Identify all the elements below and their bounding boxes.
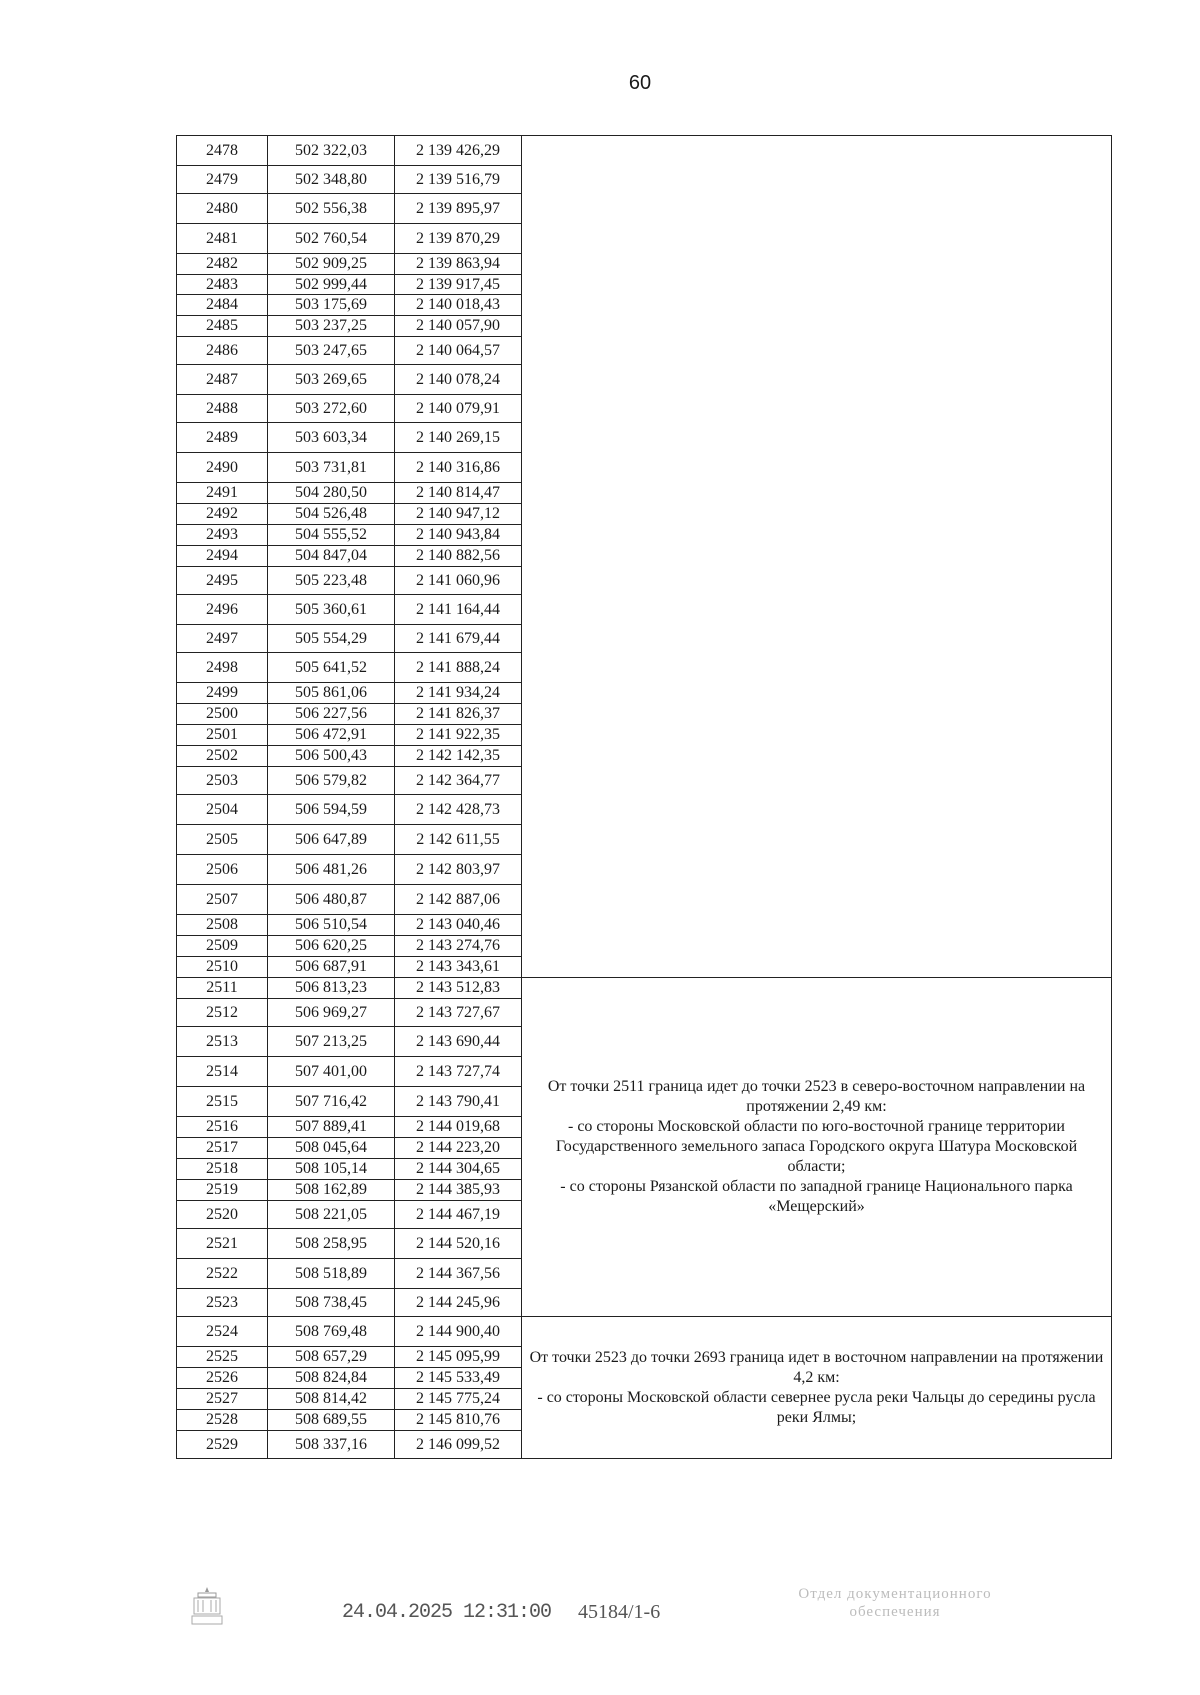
point-number-cell: 2527 [177, 1389, 268, 1410]
point-number-cell: 2508 [177, 915, 268, 936]
point-number-cell: 2521 [177, 1229, 268, 1259]
y-coordinate-cell: 2 144 223,20 [395, 1138, 522, 1159]
point-number-cell: 2520 [177, 1201, 268, 1229]
y-coordinate-cell: 2 140 078,24 [395, 365, 522, 395]
point-number-cell: 2529 [177, 1431, 268, 1459]
x-coordinate-cell: 503 731,81 [268, 453, 395, 483]
point-number-cell: 2522 [177, 1259, 268, 1289]
point-number-cell: 2528 [177, 1410, 268, 1431]
y-coordinate-cell: 2 142 803,97 [395, 855, 522, 885]
x-coordinate-cell: 503 603,34 [268, 423, 395, 453]
x-coordinate-cell: 506 500,43 [268, 746, 395, 767]
y-coordinate-cell: 2 143 727,74 [395, 1057, 522, 1087]
point-number-cell: 2490 [177, 453, 268, 483]
y-coordinate-cell: 2 144 900,40 [395, 1317, 522, 1347]
description-paragraph: От точки 2523 до точки 2693 граница идет в восточном направлении на протяжении 4,2 км: [529, 1348, 1104, 1386]
point-number-cell: 2480 [177, 194, 268, 224]
point-number-cell: 2485 [177, 316, 268, 337]
x-coordinate-cell: 502 999,44 [268, 275, 395, 295]
footer-document-number: 45184/1-6 [578, 1601, 661, 1623]
point-number-cell: 2526 [177, 1368, 268, 1389]
description-paragraph: - со стороны Рязанской области по западной границе Национального парка «Мещерский» [560, 1178, 1073, 1215]
point-number-cell: 2497 [177, 625, 268, 653]
x-coordinate-cell: 507 401,00 [268, 1057, 395, 1087]
x-coordinate-cell: 506 969,27 [268, 999, 395, 1027]
y-coordinate-cell: 2 144 367,56 [395, 1259, 522, 1289]
point-number-cell: 2514 [177, 1057, 268, 1087]
x-coordinate-cell: 502 760,54 [268, 224, 395, 254]
y-coordinate-cell: 2 142 611,55 [395, 825, 522, 855]
point-number-cell: 2491 [177, 483, 268, 504]
point-number-cell: 2501 [177, 725, 268, 746]
x-coordinate-cell: 505 554,29 [268, 625, 395, 653]
x-coordinate-cell: 503 247,65 [268, 337, 395, 365]
table-row [177, 978, 1112, 999]
point-number-cell: 2484 [177, 295, 268, 316]
x-coordinate-cell: 503 175,69 [268, 295, 395, 316]
point-number-cell: 2488 [177, 395, 268, 423]
y-coordinate-cell: 2 143 512,83 [395, 978, 522, 999]
y-coordinate-cell: 2 140 057,90 [395, 316, 522, 337]
y-coordinate-cell: 2 140 018,43 [395, 295, 522, 316]
x-coordinate-cell: 508 337,16 [268, 1431, 395, 1459]
y-coordinate-cell: 2 142 364,77 [395, 767, 522, 795]
y-coordinate-cell: 2 140 269,15 [395, 423, 522, 453]
x-coordinate-cell: 506 687,91 [268, 957, 395, 978]
y-coordinate-cell: 2 146 099,52 [395, 1431, 522, 1459]
x-coordinate-cell: 508 657,29 [268, 1347, 395, 1368]
x-coordinate-cell: 508 162,89 [268, 1180, 395, 1201]
y-coordinate-cell: 2 145 810,76 [395, 1410, 522, 1431]
watermark-line: обеспечения [849, 1604, 941, 1620]
y-coordinate-cell: 2 145 533,49 [395, 1368, 522, 1389]
point-number-cell: 2481 [177, 224, 268, 254]
description-paragraph: - со стороны Московской области севернее русла реки Чальцы до середины русла реки Ялмы; [537, 1388, 1096, 1426]
point-number-cell: 2511 [177, 978, 268, 999]
x-coordinate-cell: 505 360,61 [268, 595, 395, 625]
y-coordinate-cell: 2 139 917,45 [395, 275, 522, 295]
y-coordinate-cell: 2 142 887,06 [395, 885, 522, 915]
point-number-cell: 2500 [177, 704, 268, 725]
y-coordinate-cell: 2 145 095,99 [395, 1347, 522, 1368]
page-footer [0, 1585, 1200, 1645]
y-coordinate-cell: 2 144 467,19 [395, 1201, 522, 1229]
y-coordinate-cell: 2 144 019,68 [395, 1117, 522, 1138]
x-coordinate-cell: 506 594,59 [268, 795, 395, 825]
x-coordinate-cell: 508 221,05 [268, 1201, 395, 1229]
x-coordinate-cell: 508 769,48 [268, 1317, 395, 1347]
y-coordinate-cell: 2 141 934,24 [395, 683, 522, 704]
point-number-cell: 2518 [177, 1159, 268, 1180]
y-coordinate-cell: 2 144 245,96 [395, 1289, 522, 1317]
x-coordinate-cell: 504 280,50 [268, 483, 395, 504]
y-coordinate-cell: 2 141 164,44 [395, 595, 522, 625]
x-coordinate-cell: 508 824,84 [268, 1368, 395, 1389]
point-number-cell: 2479 [177, 166, 268, 194]
x-coordinate-cell: 506 480,87 [268, 885, 395, 915]
y-coordinate-cell: 2 141 922,35 [395, 725, 522, 746]
y-coordinate-cell: 2 143 040,46 [395, 915, 522, 936]
x-coordinate-cell: 506 813,23 [268, 978, 395, 999]
y-coordinate-cell: 2 142 428,73 [395, 795, 522, 825]
point-number-cell: 2499 [177, 683, 268, 704]
y-coordinate-cell: 2 144 304,65 [395, 1159, 522, 1180]
x-coordinate-cell: 507 889,41 [268, 1117, 395, 1138]
point-number-cell: 2519 [177, 1180, 268, 1201]
y-coordinate-cell: 2 139 870,29 [395, 224, 522, 254]
point-number-cell: 2492 [177, 504, 268, 525]
x-coordinate-cell: 502 348,80 [268, 166, 395, 194]
x-coordinate-cell: 506 481,26 [268, 855, 395, 885]
description-paragraph: - со стороны Московской области по юго-восточной границе территории Государственного земельного запаса Городского округа Шатура Московской области; [555, 1118, 1078, 1175]
x-coordinate-cell: 508 689,55 [268, 1410, 395, 1431]
x-coordinate-cell: 504 555,52 [268, 525, 395, 546]
x-coordinate-cell: 506 227,56 [268, 704, 395, 725]
x-coordinate-cell: 508 814,42 [268, 1389, 395, 1410]
point-number-cell: 2513 [177, 1027, 268, 1057]
point-number-cell: 2512 [177, 999, 268, 1027]
x-coordinate-cell: 503 272,60 [268, 395, 395, 423]
table-row [177, 1317, 1112, 1347]
y-coordinate-cell: 2 142 142,35 [395, 746, 522, 767]
y-coordinate-cell: 2 141 888,24 [395, 653, 522, 683]
y-coordinate-cell: 2 143 727,67 [395, 999, 522, 1027]
x-coordinate-cell: 506 579,82 [268, 767, 395, 795]
x-coordinate-cell: 507 213,25 [268, 1027, 395, 1057]
boundary-coordinates-table [176, 135, 1112, 1459]
y-coordinate-cell: 2 140 943,84 [395, 525, 522, 546]
x-coordinate-cell: 507 716,42 [268, 1087, 395, 1117]
point-number-cell: 2523 [177, 1289, 268, 1317]
x-coordinate-cell: 504 526,48 [268, 504, 395, 525]
x-coordinate-cell: 505 641,52 [268, 653, 395, 683]
table-row [177, 136, 1112, 166]
y-coordinate-cell: 2 141 826,37 [395, 704, 522, 725]
footer-datetime: 24.04.2025 12:31:00 [342, 1601, 552, 1624]
point-number-cell: 2489 [177, 423, 268, 453]
boundary-description-cell [522, 978, 1112, 1317]
point-number-cell: 2478 [177, 136, 268, 166]
x-coordinate-cell: 508 105,14 [268, 1159, 395, 1180]
y-coordinate-cell: 2 141 679,44 [395, 625, 522, 653]
y-coordinate-cell: 2 139 516,79 [395, 166, 522, 194]
point-number-cell: 2487 [177, 365, 268, 395]
y-coordinate-cell: 2 139 426,29 [395, 136, 522, 166]
registry-stamp-icon [190, 1585, 224, 1627]
y-coordinate-cell: 2 141 060,96 [395, 567, 522, 595]
x-coordinate-cell: 506 472,91 [268, 725, 395, 746]
y-coordinate-cell: 2 143 790,41 [395, 1087, 522, 1117]
y-coordinate-cell: 2 144 385,93 [395, 1180, 522, 1201]
point-number-cell: 2496 [177, 595, 268, 625]
point-number-cell: 2509 [177, 936, 268, 957]
x-coordinate-cell: 508 258,95 [268, 1229, 395, 1259]
boundary-description-cell [522, 1317, 1112, 1459]
point-number-cell: 2504 [177, 795, 268, 825]
y-coordinate-cell: 2 143 274,76 [395, 936, 522, 957]
table-body [177, 136, 1112, 1459]
y-coordinate-cell: 2 140 814,47 [395, 483, 522, 504]
description-paragraph: От точки 2511 граница идет до точки 2523 в северо-восточном направлении на протяжении 2,49 км: [547, 1078, 1086, 1115]
x-coordinate-cell: 506 647,89 [268, 825, 395, 855]
point-number-cell: 2483 [177, 275, 268, 295]
x-coordinate-cell: 504 847,04 [268, 546, 395, 567]
x-coordinate-cell: 506 510,54 [268, 915, 395, 936]
x-coordinate-cell: 508 045,64 [268, 1138, 395, 1159]
y-coordinate-cell: 2 140 882,56 [395, 546, 522, 567]
point-number-cell: 2517 [177, 1138, 268, 1159]
x-coordinate-cell: 505 861,06 [268, 683, 395, 704]
y-coordinate-cell: 2 144 520,16 [395, 1229, 522, 1259]
y-coordinate-cell: 2 140 947,12 [395, 504, 522, 525]
y-coordinate-cell: 2 140 079,91 [395, 395, 522, 423]
point-number-cell: 2494 [177, 546, 268, 567]
x-coordinate-cell: 506 620,25 [268, 936, 395, 957]
x-coordinate-cell: 502 909,25 [268, 254, 395, 275]
point-number-cell: 2493 [177, 525, 268, 546]
point-number-cell: 2482 [177, 254, 268, 275]
y-coordinate-cell: 2 139 895,97 [395, 194, 522, 224]
watermark-line: Отдел документационного [798, 1586, 992, 1602]
x-coordinate-cell: 505 223,48 [268, 567, 395, 595]
x-coordinate-cell: 508 518,89 [268, 1259, 395, 1289]
point-number-cell: 2495 [177, 567, 268, 595]
boundary-description-cell [522, 136, 1112, 978]
x-coordinate-cell: 503 237,25 [268, 316, 395, 337]
y-coordinate-cell: 2 140 316,86 [395, 453, 522, 483]
y-coordinate-cell: 2 145 775,24 [395, 1389, 522, 1410]
x-coordinate-cell: 503 269,65 [268, 365, 395, 395]
point-number-cell: 2515 [177, 1087, 268, 1117]
department-watermark [750, 1585, 1040, 1621]
point-number-cell: 2502 [177, 746, 268, 767]
page-number: 60 [628, 72, 652, 94]
point-number-cell: 2507 [177, 885, 268, 915]
point-number-cell: 2510 [177, 957, 268, 978]
point-number-cell: 2486 [177, 337, 268, 365]
point-number-cell: 2525 [177, 1347, 268, 1368]
y-coordinate-cell: 2 143 690,44 [395, 1027, 522, 1057]
y-coordinate-cell: 2 140 064,57 [395, 337, 522, 365]
x-coordinate-cell: 508 738,45 [268, 1289, 395, 1317]
point-number-cell: 2503 [177, 767, 268, 795]
x-coordinate-cell: 502 322,03 [268, 136, 395, 166]
y-coordinate-cell: 2 139 863,94 [395, 254, 522, 275]
y-coordinate-cell: 2 143 343,61 [395, 957, 522, 978]
x-coordinate-cell: 502 556,38 [268, 194, 395, 224]
point-number-cell: 2505 [177, 825, 268, 855]
point-number-cell: 2506 [177, 855, 268, 885]
point-number-cell: 2516 [177, 1117, 268, 1138]
point-number-cell: 2498 [177, 653, 268, 683]
point-number-cell: 2524 [177, 1317, 268, 1347]
